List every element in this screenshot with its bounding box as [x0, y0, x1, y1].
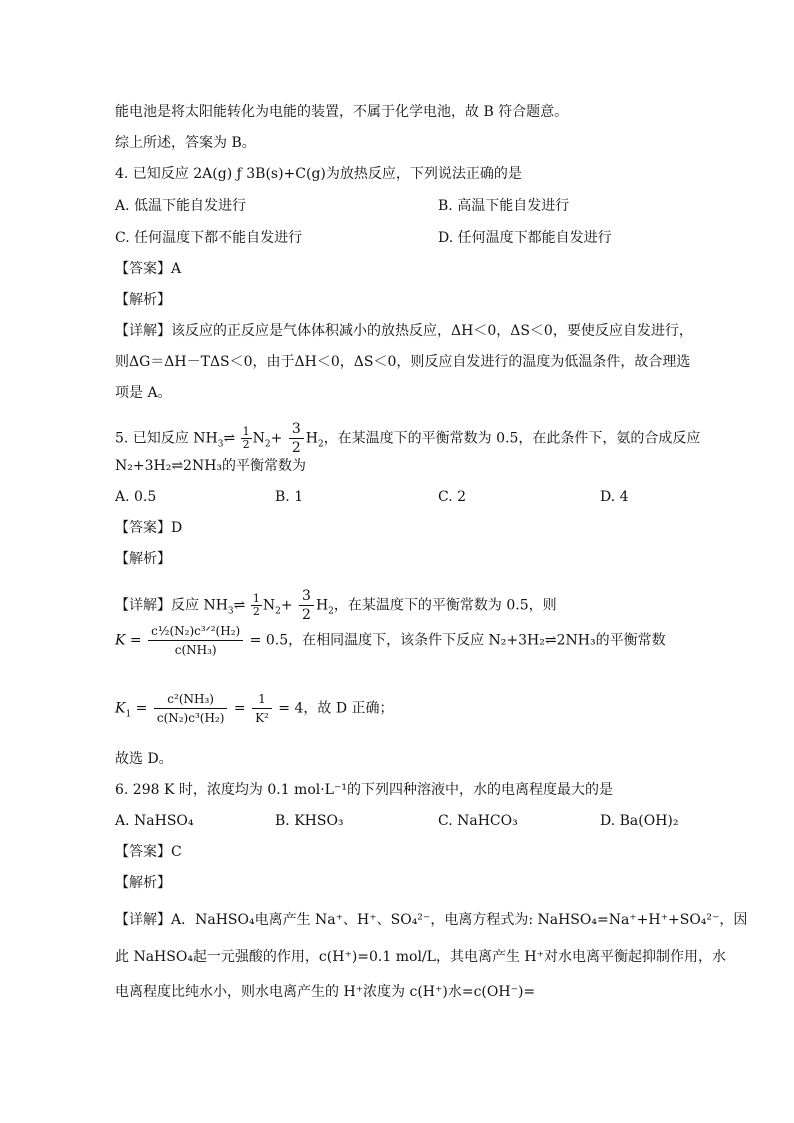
question-4-stem: 4. 已知反应 2A(g) ƒ 3B(s)+C(g)为放热反应，下列说法正确的是 [115, 166, 522, 182]
text-line: 综上所述，答案为 B。 [115, 135, 256, 151]
q6-option-c: C. NaHCO₃ [438, 813, 518, 829]
q6-option-a: A. NaHSO₄ [115, 813, 194, 829]
q6-option-d: D. Ba(OH)₂ [600, 813, 679, 829]
q4-option-c: C. 任何温度下都不能自发进行 [115, 230, 303, 246]
k1-fraction: $\frac{\text{c²(NH₃)}}{\text{c(N₂)c³(H₂)}}$ [154, 690, 228, 727]
fraction-half: $\frac{1}{2}$ [242, 425, 250, 451]
fraction-half: $\frac{1}{2}$ [252, 592, 260, 618]
k-equation: K = c½(N₂)c³ᐟ²(H₂) c(NH₃) = 0.5，在相同温度下，该条件下反应 N₂+3H₂⇌2NH₃的平衡常数 [115, 624, 666, 657]
fraction-three-halves: $\frac{3}{2}$ [289, 420, 304, 457]
q4-analysis-heading: 【解析】 [115, 292, 171, 308]
q5-option-d: D. 4 [600, 489, 629, 505]
k1-equation: $K_1$ = $\frac{\text{c²(NH₃)}}{\text{c(N₂)c³(H₂)}}$ = $\frac{1}{\text{K²}}$ = 4，故 D 正确； [115, 692, 394, 725]
text-line: 能电池是将太阳能转化为电能的装置，不属于化学电池，故 B 符合题意。 [115, 104, 569, 120]
q6-analysis-heading: 【解析】 [115, 875, 171, 891]
q5-option-c: C. 2 [438, 489, 467, 505]
q4-detail-line: 项是 A。 [115, 385, 172, 401]
fraction-three-halves: $\frac{3}{2}$ [299, 587, 314, 624]
q4-detail-line: 【详解】该反应的正反应是气体体积减小的放热反应，ΔH＜0，ΔS＜0，要使反应自发进行， [115, 323, 693, 339]
q4-option-a: A. 低温下能自发进行 [115, 198, 247, 214]
q5-answer: 【答案】D [115, 520, 183, 536]
q6-detail-line: 此 NaHSO₄起一元强酸的作用，c(H⁺)=0.1 mol/L，其电离产生 H⁺对水电离平衡起抑制作用，水 [115, 949, 726, 965]
q6-answer: 【答案】C [115, 844, 182, 860]
k-fraction: c½(N₂)c³ᐟ²(H₂) c(NH₃) [148, 622, 243, 659]
q5-detail-line: 【详解】反应 $NH_3\rightleftharpoons$ $\frac{1}{2}$ $N_2+$ $\frac{3}{2}$ $H_2$，在某温度下的平衡常数为 0.5，则 [115, 588, 557, 623]
q6-option-b: B. KHSO₃ [275, 813, 344, 829]
q5-option-a: A. 0.5 [115, 489, 157, 505]
question-5-stem-line2: N₂+3H₂⇌2NH₃的平衡常数为 [115, 458, 307, 474]
question-6-stem: 6. 298 K 时，浓度均为 0.1 mol·L⁻¹的下列四种溶液中，水的电离程度最大的是 [115, 782, 613, 798]
q5-option-b: B. 1 [275, 489, 304, 505]
k1-reciprocal: $\frac{1}{\text{K²}}$ [252, 690, 272, 727]
q4-option-b: B. 高温下能自发进行 [438, 198, 570, 214]
q4-detail-line: 则ΔG＝ΔH－TΔS＜0，由于ΔH＜0，ΔS＜0，则反应自发进行的温度为低温条件，故合理选 [115, 354, 691, 370]
q5-conclusion: 故选 D。 [115, 751, 173, 767]
question-5-stem: 5. 已知反应 $NH_3\rightleftharpoons$ $\frac{1}{2}$ $N_2+$ $\frac{3}{2}$ $H_2$，在某温度下的平衡常数为 0.5，在此条件下，氨的合成反应 [115, 421, 701, 456]
q6-detail-line: 【详解】A．NaHSO₄电离产生 Na⁺、H⁺、SO₄²⁻，电离方程式为: NaHSO₄=Na⁺+H⁺+SO₄²⁻，因 [115, 912, 748, 928]
q5-analysis-heading: 【解析】 [115, 551, 171, 567]
q4-option-d: D. 任何温度下都能自发进行 [438, 230, 612, 246]
q4-answer: 【答案】A [115, 261, 182, 277]
q6-detail-line: 电离程度比纯水小，则水电离产生的 H⁺浓度为 c(H⁺)水=c(OH⁻)= [115, 984, 536, 1000]
